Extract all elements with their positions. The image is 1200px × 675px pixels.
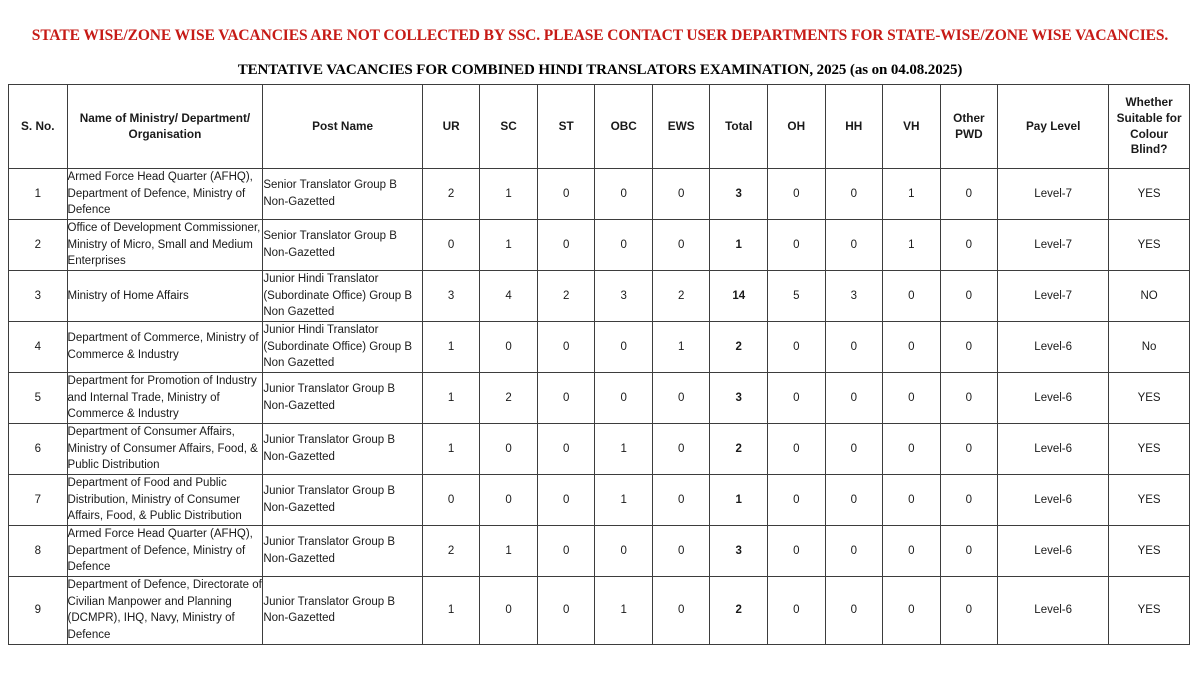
cell-oh: 5 bbox=[768, 271, 826, 322]
cell-colour-blind: YES bbox=[1109, 577, 1190, 645]
cell-oh: 0 bbox=[768, 577, 826, 645]
column-header-org: Name of Ministry/ Department/ Organisation bbox=[67, 85, 263, 169]
vacancies-table-container bbox=[8, 84, 1190, 645]
cell-obc: 1 bbox=[595, 475, 653, 526]
cell-st: 0 bbox=[537, 424, 595, 475]
table-row bbox=[9, 475, 1190, 526]
cell-obc: 3 bbox=[595, 271, 653, 322]
cell-oh: 0 bbox=[768, 526, 826, 577]
column-header-post-name: Post Name bbox=[263, 85, 422, 169]
cell-st: 0 bbox=[537, 322, 595, 373]
cell-ur: 0 bbox=[422, 475, 480, 526]
cell-pay-level: Level-6 bbox=[998, 424, 1109, 475]
cell-sc: 0 bbox=[480, 577, 538, 645]
cell-oh: 0 bbox=[768, 220, 826, 271]
column-header-sc: SC bbox=[480, 85, 538, 169]
cell-ews: 0 bbox=[652, 526, 710, 577]
cell-sc: 4 bbox=[480, 271, 538, 322]
column-header-ur: UR bbox=[422, 85, 480, 169]
cell-oh: 0 bbox=[768, 169, 826, 220]
cell-hh: 3 bbox=[825, 271, 883, 322]
cell-pay-level: Level-6 bbox=[998, 577, 1109, 645]
cell-vh: 0 bbox=[883, 526, 941, 577]
cell-hh: 0 bbox=[825, 424, 883, 475]
cell-pay-level: Level-7 bbox=[998, 220, 1109, 271]
cell-post-name: Junior Translator Group B Non-Gazetted bbox=[263, 526, 422, 577]
column-header-sno: S. No. bbox=[9, 85, 68, 169]
table-row bbox=[9, 373, 1190, 424]
cell-ews: 0 bbox=[652, 169, 710, 220]
cell-hh: 0 bbox=[825, 526, 883, 577]
cell-ur: 1 bbox=[422, 322, 480, 373]
cell-ur: 2 bbox=[422, 526, 480, 577]
cell-hh: 0 bbox=[825, 169, 883, 220]
cell-total: 1 bbox=[710, 220, 768, 271]
cell-vh: 0 bbox=[883, 373, 941, 424]
cell-other-pwd: 0 bbox=[940, 475, 998, 526]
table-header bbox=[9, 85, 1190, 169]
cell-other-pwd: 0 bbox=[940, 169, 998, 220]
cell-sno: 8 bbox=[9, 526, 68, 577]
cell-ews: 1 bbox=[652, 322, 710, 373]
cell-vh: 0 bbox=[883, 577, 941, 645]
column-header-st: ST bbox=[537, 85, 595, 169]
cell-ews: 2 bbox=[652, 271, 710, 322]
cell-st: 0 bbox=[537, 577, 595, 645]
cell-ews: 0 bbox=[652, 577, 710, 645]
table-row bbox=[9, 271, 1190, 322]
cell-vh: 0 bbox=[883, 424, 941, 475]
cell-sno: 1 bbox=[9, 169, 68, 220]
cell-post-name: Junior Translator Group B Non-Gazetted bbox=[263, 475, 422, 526]
cell-vh: 0 bbox=[883, 271, 941, 322]
cell-colour-blind: YES bbox=[1109, 475, 1190, 526]
cell-sno: 2 bbox=[9, 220, 68, 271]
cell-sc: 1 bbox=[480, 220, 538, 271]
table-row bbox=[9, 220, 1190, 271]
table-row bbox=[9, 322, 1190, 373]
cell-other-pwd: 0 bbox=[940, 373, 998, 424]
cell-colour-blind: YES bbox=[1109, 169, 1190, 220]
cell-other-pwd: 0 bbox=[940, 271, 998, 322]
cell-obc: 0 bbox=[595, 169, 653, 220]
table-row bbox=[9, 169, 1190, 220]
cell-ews: 0 bbox=[652, 424, 710, 475]
cell-organisation: Ministry of Home Affairs bbox=[67, 271, 263, 322]
cell-organisation: Department for Promotion of Industry and Internal Trade, Ministry of Commerce & Industry bbox=[67, 373, 263, 424]
cell-colour-blind: YES bbox=[1109, 373, 1190, 424]
cell-hh: 0 bbox=[825, 577, 883, 645]
cell-post-name: Junior Translator Group B Non-Gazetted bbox=[263, 577, 422, 645]
cell-total: 3 bbox=[710, 526, 768, 577]
cell-pay-level: Level-6 bbox=[998, 475, 1109, 526]
cell-sno: 7 bbox=[9, 475, 68, 526]
cell-vh: 0 bbox=[883, 322, 941, 373]
cell-pay-level: Level-6 bbox=[998, 526, 1109, 577]
cell-ur: 3 bbox=[422, 271, 480, 322]
state-zone-notice: STATE WISE/ZONE WISE VACANCIES ARE NOT COLLECTED BY SSC. PLEASE CONTACT USER DEPARTMENTS FOR STATE-WISE/ZONE WISE VACANCIES. bbox=[31, 27, 1169, 44]
cell-obc: 0 bbox=[595, 220, 653, 271]
cell-ews: 0 bbox=[652, 475, 710, 526]
cell-organisation: Office of Development Commissioner, Ministry of Micro, Small and Medium Enterprises bbox=[67, 220, 263, 271]
vacancies-table bbox=[8, 84, 1190, 645]
cell-sc: 0 bbox=[480, 322, 538, 373]
cell-hh: 0 bbox=[825, 322, 883, 373]
cell-sc: 1 bbox=[480, 526, 538, 577]
cell-oh: 0 bbox=[768, 475, 826, 526]
column-header-total: Total bbox=[710, 85, 768, 169]
cell-other-pwd: 0 bbox=[940, 220, 998, 271]
table-row bbox=[9, 424, 1190, 475]
cell-post-name: Junior Translator Group B Non-Gazetted bbox=[263, 424, 422, 475]
cell-organisation: Armed Force Head Quarter (AFHQ), Department of Defence, Ministry of Defence bbox=[67, 169, 263, 220]
cell-organisation: Department of Food and Public Distribution, Ministry of Consumer Affairs, Food, & Public Distribution bbox=[67, 475, 263, 526]
cell-st: 0 bbox=[537, 526, 595, 577]
cell-sc: 2 bbox=[480, 373, 538, 424]
cell-other-pwd: 0 bbox=[940, 322, 998, 373]
cell-sno: 3 bbox=[9, 271, 68, 322]
cell-colour-blind: NO bbox=[1109, 271, 1190, 322]
cell-st: 0 bbox=[537, 169, 595, 220]
cell-pay-level: Level-7 bbox=[998, 169, 1109, 220]
cell-pay-level: Level-6 bbox=[998, 322, 1109, 373]
cell-vh: 1 bbox=[883, 169, 941, 220]
cell-hh: 0 bbox=[825, 220, 883, 271]
cell-oh: 0 bbox=[768, 424, 826, 475]
cell-sno: 9 bbox=[9, 577, 68, 645]
column-header-other-pwd: Other PWD bbox=[940, 85, 998, 169]
cell-other-pwd: 0 bbox=[940, 424, 998, 475]
cell-sno: 4 bbox=[9, 322, 68, 373]
cell-total: 1 bbox=[710, 475, 768, 526]
cell-st: 0 bbox=[537, 220, 595, 271]
cell-obc: 1 bbox=[595, 577, 653, 645]
cell-sno: 5 bbox=[9, 373, 68, 424]
cell-obc: 1 bbox=[595, 424, 653, 475]
cell-st: 0 bbox=[537, 373, 595, 424]
cell-obc: 0 bbox=[595, 526, 653, 577]
cell-obc: 0 bbox=[595, 322, 653, 373]
cell-post-name: Junior Hindi Translator (Subordinate Office) Group B Non Gazetted bbox=[263, 322, 422, 373]
table-header-row bbox=[9, 85, 1190, 169]
table-row bbox=[9, 526, 1190, 577]
cell-organisation: Armed Force Head Quarter (AFHQ), Department of Defence, Ministry of Defence bbox=[67, 526, 263, 577]
column-header-colour-blind: Whether Suitable for Colour Blind? bbox=[1109, 85, 1190, 169]
cell-total: 3 bbox=[710, 169, 768, 220]
cell-other-pwd: 0 bbox=[940, 526, 998, 577]
cell-vh: 0 bbox=[883, 475, 941, 526]
cell-ur: 0 bbox=[422, 220, 480, 271]
cell-post-name: Junior Translator Group B Non-Gazetted bbox=[263, 373, 422, 424]
cell-obc: 0 bbox=[595, 373, 653, 424]
column-header-obc: OBC bbox=[595, 85, 653, 169]
cell-st: 0 bbox=[537, 475, 595, 526]
cell-hh: 0 bbox=[825, 475, 883, 526]
table-body bbox=[9, 169, 1190, 645]
cell-ews: 0 bbox=[652, 373, 710, 424]
column-header-pay-level: Pay Level bbox=[998, 85, 1109, 169]
cell-vh: 1 bbox=[883, 220, 941, 271]
cell-colour-blind: YES bbox=[1109, 526, 1190, 577]
cell-colour-blind: YES bbox=[1109, 220, 1190, 271]
cell-ur: 1 bbox=[422, 424, 480, 475]
cell-post-name: Junior Hindi Translator (Subordinate Office) Group B Non Gazetted bbox=[263, 271, 422, 322]
cell-total: 2 bbox=[710, 577, 768, 645]
cell-ur: 1 bbox=[422, 577, 480, 645]
cell-organisation: Department of Commerce, Ministry of Commerce & Industry bbox=[67, 322, 263, 373]
cell-colour-blind: No bbox=[1109, 322, 1190, 373]
cell-total: 14 bbox=[710, 271, 768, 322]
cell-total: 3 bbox=[710, 373, 768, 424]
cell-pay-level: Level-7 bbox=[998, 271, 1109, 322]
table-row bbox=[9, 577, 1190, 645]
cell-pay-level: Level-6 bbox=[998, 373, 1109, 424]
cell-organisation: Department of Defence, Directorate of Civilian Manpower and Planning (DCMPR), IHQ, Navy, Ministry of Defence bbox=[67, 577, 263, 645]
cell-other-pwd: 0 bbox=[940, 577, 998, 645]
cell-sc: 1 bbox=[480, 169, 538, 220]
document-title: TENTATIVE VACANCIES FOR COMBINED HINDI TRANSLATORS EXAMINATION, 2025 (as on 04.08.2025) bbox=[237, 62, 963, 79]
cell-post-name: Senior Translator Group B Non-Gazetted bbox=[263, 220, 422, 271]
cell-ews: 0 bbox=[652, 220, 710, 271]
cell-sno: 6 bbox=[9, 424, 68, 475]
column-header-ews: EWS bbox=[652, 85, 710, 169]
column-header-vh: VH bbox=[883, 85, 941, 169]
cell-ur: 2 bbox=[422, 169, 480, 220]
cell-colour-blind: YES bbox=[1109, 424, 1190, 475]
cell-sc: 0 bbox=[480, 475, 538, 526]
cell-organisation: Department of Consumer Affairs, Ministry of Consumer Affairs, Food, & Public Distribution bbox=[67, 424, 263, 475]
cell-ur: 1 bbox=[422, 373, 480, 424]
column-header-oh: OH bbox=[768, 85, 826, 169]
cell-st: 2 bbox=[537, 271, 595, 322]
column-header-hh: HH bbox=[825, 85, 883, 169]
cell-total: 2 bbox=[710, 424, 768, 475]
cell-hh: 0 bbox=[825, 373, 883, 424]
cell-oh: 0 bbox=[768, 322, 826, 373]
cell-post-name: Senior Translator Group B Non-Gazetted bbox=[263, 169, 422, 220]
cell-sc: 0 bbox=[480, 424, 538, 475]
cell-oh: 0 bbox=[768, 373, 826, 424]
cell-total: 2 bbox=[710, 322, 768, 373]
